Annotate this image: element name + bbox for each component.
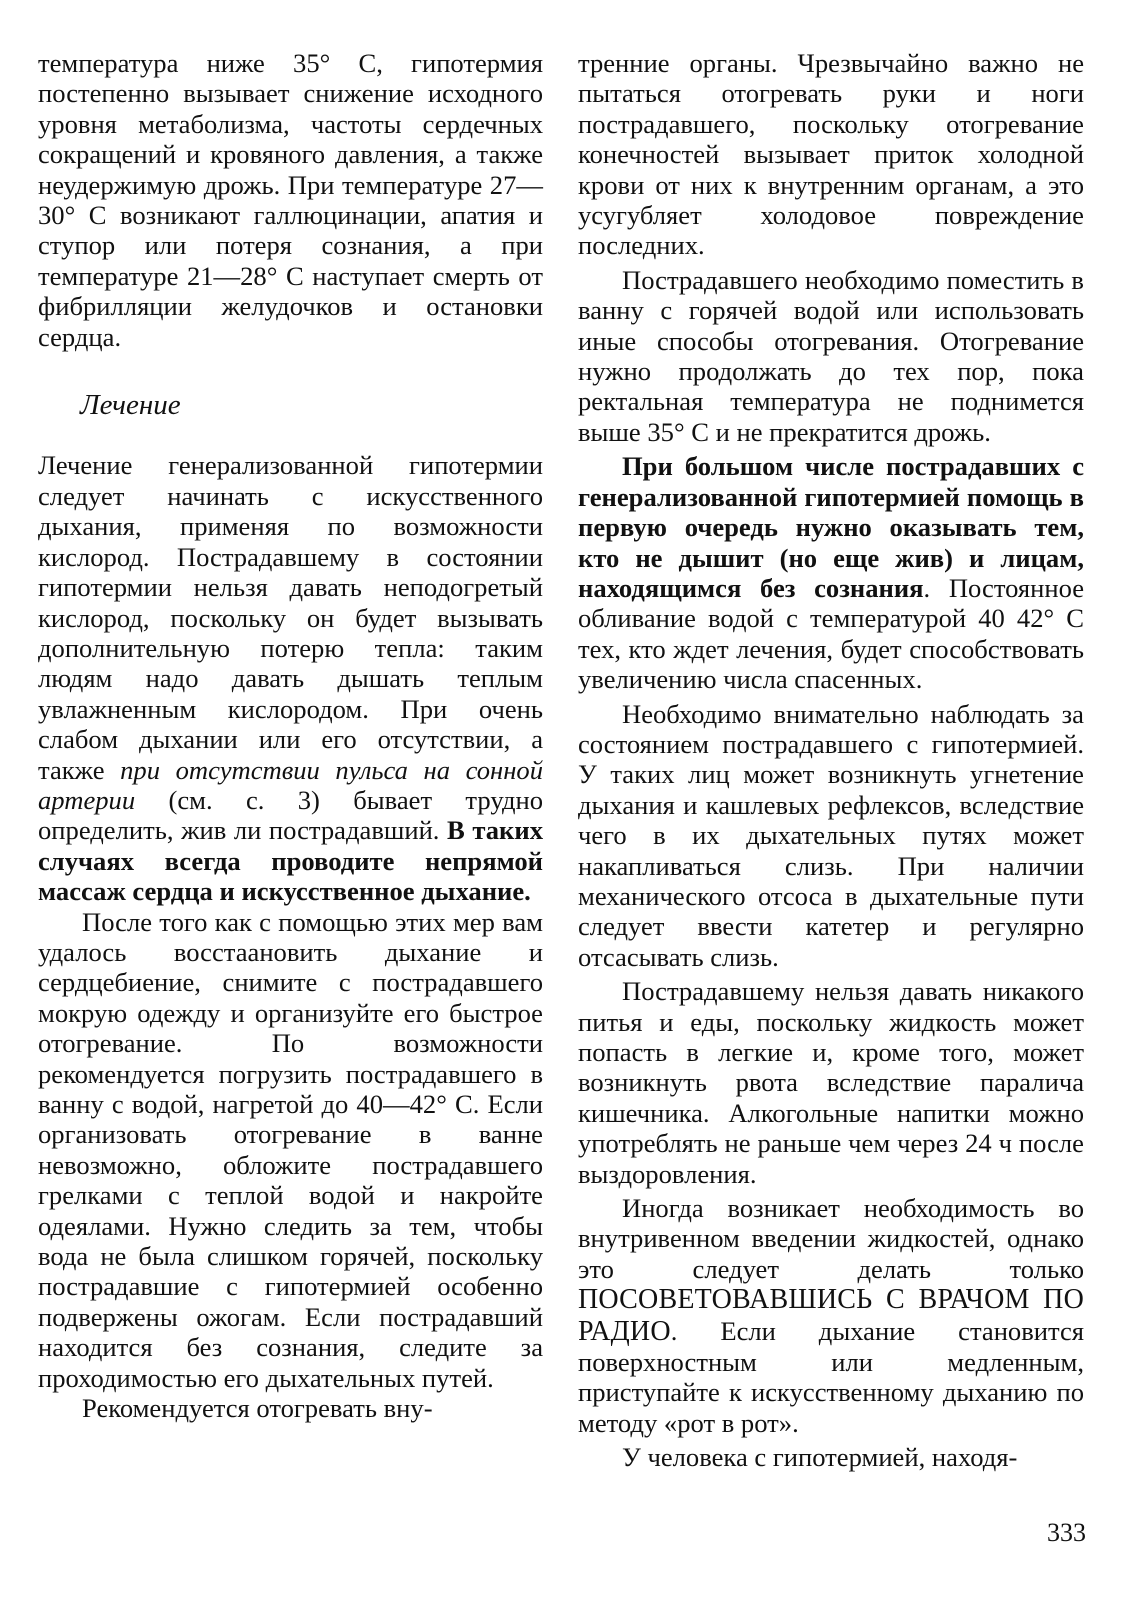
text-run: Иногда возникает необходимость во внутривенном введении жидкостей, однако это следует делать только [578,1193,1084,1284]
paragraph-treatment-start [38,450,543,906]
bold-text-run: В таких случаях всегда проводите непрямой массаж сердца и искусственное дыхание. [38,815,543,907]
text-run: (см. с. 3) бывает трудно определить, жив ли пострадавший. [38,784,543,846]
text-run: . Если дыхание становится поверхностным или медленным, приступайте к искусственному дыханию по методу «рот в рот». [578,1315,1084,1438]
paragraph-no-food: Пострадавшему нельзя давать никакого питья и еды, поскольку жидкость может попасть в легкие и, кроме того, может возникнуть рвота вследствие паралича кишечника. Алкогольные напитки можно употреблять не раньше чем через 24 ч после выздоровления. [578,976,1084,1189]
page-number: 333 [1047,1518,1086,1547]
paragraph-hypothermia-effects: температура ниже 35° С, гипотермия постепенно вызывает снижение исходного уровня метаболизма, частоты сердечных сокращений и кровяного давления, а также неудержимую дрожь. При температуре 27—30° С возникают галлюцинации, апатия и ступор или потеря сознания, а при температуре 21—28° С наступает смерть от фибрилляции желудочков и остановки сердца. [38,48,543,352]
section-heading-treatment: Лечение [80,389,181,422]
paragraph-continued: Рекомендуется отогревать вну- [82,1393,433,1424]
bold-text-run: При большом числе пострадавших с генерализованной гипотермией помощь в первую очередь нужно оказывать тем, кто не дышит (но еще жив) и лицам, находящимся без сознания [578,451,1084,603]
paragraph-observation: Необходимо внимательно наблюдать за состоянием пострадавшего с гипотермией. У таких лиц может возникнуть угнетение дыхания и кашлевых рефлексов, вследствие чего в их дыхательных путях может накапливаться слизь. При наличии механического отсоса в дыхательные пути следует ввести катетер и регулярно отсасывать слизь. [578,698,1084,972]
paragraph-internal-organs: тренние органы. Чрезвычайно важно не пытаться отогревать руки и ноги пострадавшего, поскольку отогревание конечностей вызывает приток холодной крови от них к внутренним органам, а это усугубляет холодовое повреждение последних. [578,48,1084,261]
right-column [578,48,1084,1473]
paragraph-intravenous [578,1193,1084,1438]
left-column [38,48,543,1423]
paragraph-warming: После того как с помощью этих мер вам удалось восстаановить дыхание и сердцебиение, снимите с пострадавшего мокрую одежду и организуйте его быстрое отогревание. По возможности рекомендуется погрузить пострадавшего в ванну с водой, нагретой до 40—42° С. Если организовать отогревание в ванне невозможно, обложите пострадавшего грелками с теплой водой и накройте одеялами. Нужно следить за тем, чтобы вода не была слишком горячей, поскольку пострадавшие с гипотермией особенно подвержены ожогам. Если пострадавший находится без сознания, следите за проходимостью его дыхательных путей. [38,906,543,1393]
paragraph-mass-casualties [578,451,1084,694]
text-run: Лечение генерализованной гипотермии следует начинать с искусственного дыхания, применяя по возможности кислород. Пострадавшему в состоянии гипотермии нельзя давать неподогретый кислород, поскольку он будет вызывать дополнительную потерю тепла: таким людям надо давать дышать теплым увлажненным кислородом. При очень слабом дыхании или его отсутствии, а также [38,450,543,785]
text-run: . Постоянное обливание водой с температурой 40 42° С тех, кто ждет лечения, будет способствовать увеличению числа спасенных. [578,572,1084,695]
caps-text-run: ПОСОВЕТОВАВШИСЬ С ВРАЧОМ ПО РАДИО [578,1284,1084,1347]
paragraph-continued: У человека с гипотермией, находя- [622,1442,1018,1473]
paragraph-bath: Пострадавшего необходимо поместить в ванну с горячей водой или использовать иные способы отогревания. Отогревание нужно продолжать до тех пор, пока ректальная температура не поднимется выше 35° С и не прекратится дрожь. [578,264,1084,447]
italic-text-run: при отсутствии пульса на сонной артерии [38,754,543,815]
